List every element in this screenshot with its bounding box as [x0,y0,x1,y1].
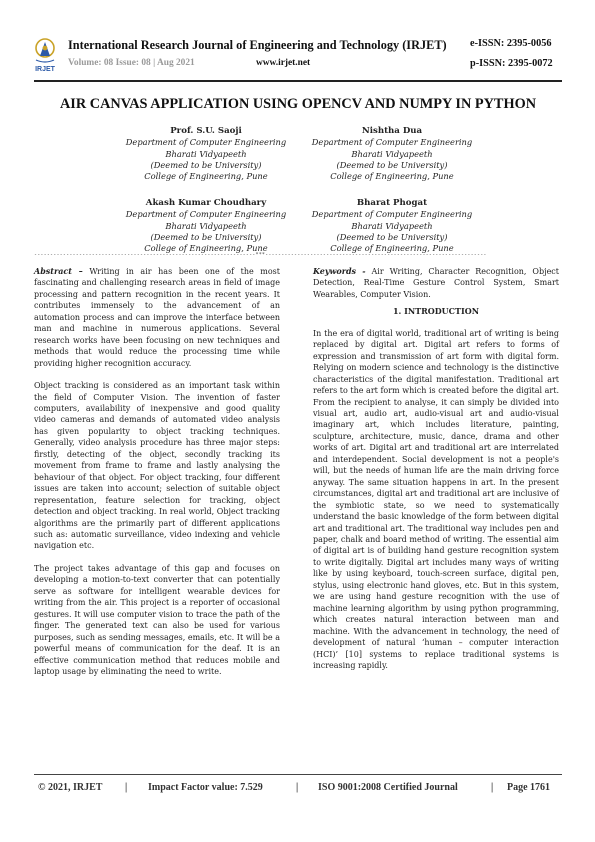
paper-title: AIR CANVAS APPLICATION USING OPENCV AND NUMPY IN PYTHON [59,96,537,112]
author-department: Department of Computer Engineering [125,137,287,148]
introduction-heading: 1. INTRODUCTION [392,306,480,317]
abstract-paragraph [34,266,280,369]
volume-info: Volume: 08 Issue: 08 | Aug 2021 [68,58,195,68]
author-name: Prof. S.U. Saoji [170,126,242,136]
author-block [272,126,512,182]
footer-iso: ISO 9001:2008 Certified Journal [318,782,458,793]
section-separator: ---------------------------------------------------------------------***--------------------------------------------------------------------- [34,252,487,258]
author-status: (Deemed to be University) [336,159,448,170]
author-status: (Deemed to be University) [150,159,262,170]
footer-copyright: © 2021, IRJET [38,782,103,793]
abstract-text: Writing in air has been one of the most fascinating and challenging research areas in field of image processing and pattern recognition in the recent years. It contributes immensely to the advancement of an automation process and can improve the interface between man and machine in numerous applications. Several research works have been focusing on new techniques and methods that would reduce the processing time while providing higher recognition accuracy. [34,267,280,368]
logo-text: IRJET [35,66,55,73]
footer-separator: | [125,782,128,793]
footer-page-number: Page 1761 [507,782,551,793]
footer-separator: | [491,782,494,793]
author-name: Bharat Phogat [356,198,428,208]
footer-impact-factor: Impact Factor value: 7.529 [148,782,263,793]
irjet-logo [31,36,59,80]
author-department: Department of Computer Engineering [311,137,473,148]
author-college: College of Engineering, Pune [144,171,268,182]
author-college: College of Engineering, Pune [144,243,268,254]
journal-website-link[interactable]: www.irjet.net [256,58,311,68]
footer-separator: | [296,782,299,793]
keywords-text: Air Writing, Character Recognition, Object Detection, Real-Time Gesture Control System, Smart Wearables, Computer Vision. [313,267,559,299]
author-college: College of Engineering, Pune [330,243,454,254]
introduction-text: In the era of digital world, traditional art of writing is being replaced by digital art. Digital art refers to forms of expression and transmission of art form with digital form. Relying on modern science and technology is the distinctive characteristics of the digital manifestation. Traditional art refers to the art form which is created before the digital art. From the recipient to analyse, it can simply be divided into visual art, audio art, audio-visual art and audio-visual imaginary art, which includes literature, painting, sculpture, architecture, music, dance, drama and other works of art. Digital art and traditional art are interrelated and interdependent. Social development is not a people's will, but the needs of human life are the main driving force anyway. The same situation happens in art. In the present circumstances, digital art and traditional art are inclusive of the symbiotic state, so we need to systematically understand the basic knowledge of the form between digital art and traditional art. The traditional way includes pen and paper, chalk and board method of writing. The essential aim of digital art is of building hand gesture recognition system to write digitally. Digital art includes many ways of writing like by using keyboard, touch-screen surface, digital pen, stylus, using electronic hand gloves, etc. But in this system, we are using hand gesture recognition with the use of machine learning algorithm by using python programming, which creates natural interaction between man and machine. With the advancement in technology, the need of development of natural ‘human – computer interaction (HCI)’ [10] systems to replace traditional systems is increasing rapidly. [313,328,559,670]
keywords-label: Keywords - [313,266,366,276]
abstract-paragraph-3: The project takes advantage of this gap and focuses on developing a motion-to-text converter that can potentially serve as software for intelligent wearable devices for writing from the air. This project is a reporter of occasional gestures. It will use computer vision to trace the path of the finger. The generated text can also be used for various purposes, such as sending messages, emails, etc. It will be a powerful means of communication for the deaf. It is an effective communication method that reduces mobile and laptop usage by eliminating the need to write. [34,563,280,676]
author-block [272,198,512,254]
author-institution: Bharati Vidyapeeth [165,148,247,159]
author-institution: Bharati Vidyapeeth [165,220,247,231]
author-institution: Bharati Vidyapeeth [351,220,433,231]
abstract-paragraph-2: Object tracking is considered as an important task within the field of Computer Vision. The invention of faster computers, availability of inexpensive and good quality video cameras and demands of automated video analysis has given popularity to object tracking techniques. Generally, video analysis procedure has three major steps: firstly, detecting of the object, secondly tracking its movement from frame to frame and lastly analysing the behaviour of that object. For object tracking, four different issues are taken into account; selection of suitable object representation, feature selection for tracking, object detection and object tracking. In real world, Object tracking algorithms are the primarily part of different applications such as: automatic surveillance, video indexing and vehicle navigation etc. [34,381,280,551]
author-institution: Bharati Vidyapeeth [351,148,433,159]
footer-divider [34,774,562,775]
author-department: Department of Computer Engineering [125,209,287,220]
journal-title: International Research Journal of Engineering and Technology (IRJET) [68,38,447,52]
author-status: (Deemed to be University) [150,231,262,242]
logo-graphic [31,36,59,80]
left-column [34,266,280,677]
author-department: Department of Computer Engineering [311,209,473,220]
author-name: Akash Kumar Choudhary [145,198,267,208]
header-divider [34,80,562,82]
e-issn: e-ISSN: 2395-0056 [470,38,552,49]
author-name: Nishtha Dua [361,126,423,136]
p-issn: p-ISSN: 2395-0072 [470,58,553,69]
keywords-paragraph [313,266,559,300]
author-college: College of Engineering, Pune [330,171,454,182]
right-column [313,266,559,671]
author-status: (Deemed to be University) [336,231,448,242]
abstract-label: Abstract – [34,266,83,276]
